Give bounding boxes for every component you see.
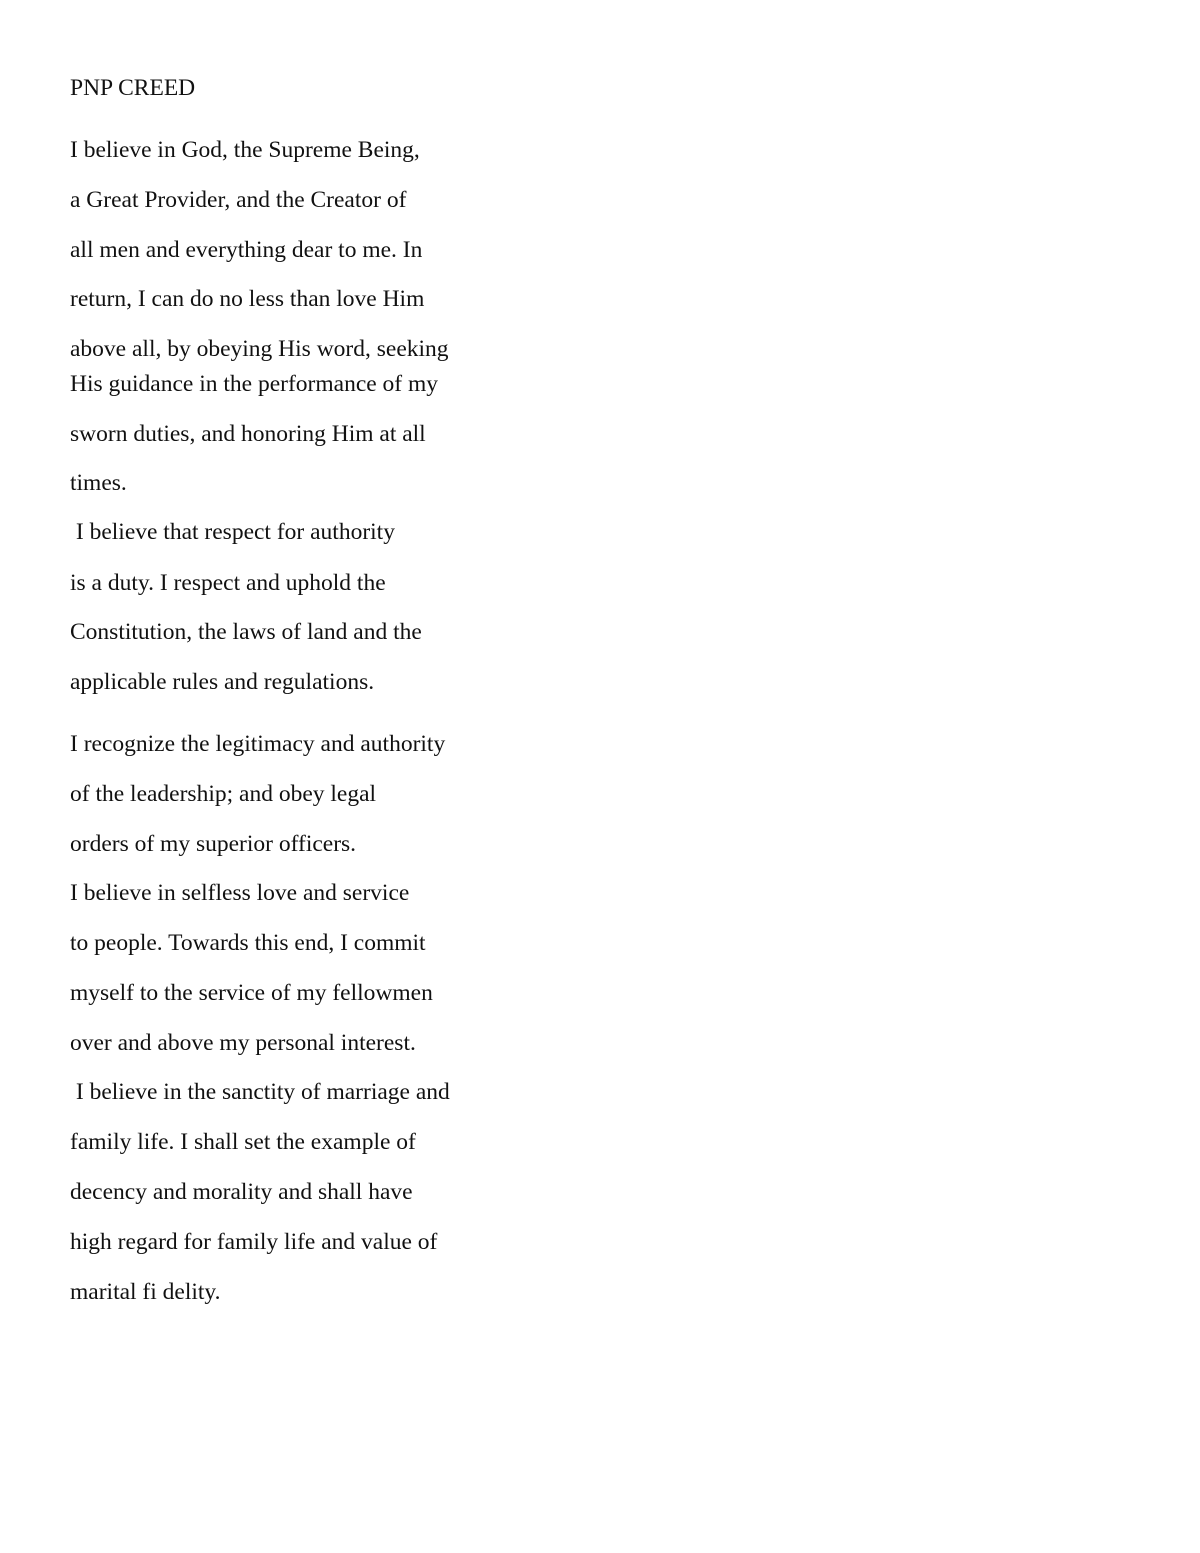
text-line: above all, by obeying His word, seeking bbox=[70, 336, 449, 362]
text-line: high regard for family life and value of bbox=[70, 1229, 438, 1255]
text-line: a Great Provider, and the Creator of bbox=[70, 187, 407, 213]
text-line: times. bbox=[70, 470, 127, 496]
text-line: I believe that respect for authority bbox=[70, 519, 395, 545]
document-title: PNP CREED bbox=[70, 75, 196, 101]
text-line: I believe in the sanctity of marriage and bbox=[70, 1079, 450, 1105]
text-line: is a duty. I respect and uphold the bbox=[70, 570, 386, 596]
text-line: of the leadership; and obey legal bbox=[70, 781, 377, 807]
text-line: to people. Towards this end, I commit bbox=[70, 930, 426, 956]
text-line: His guidance in the performance of my bbox=[70, 371, 439, 397]
text-line: marital fi delity. bbox=[70, 1279, 221, 1305]
text-line: orders of my superior officers. bbox=[70, 831, 357, 857]
text-line: myself to the service of my fellowmen bbox=[70, 980, 433, 1006]
text-line: over and above my personal interest. bbox=[70, 1030, 416, 1056]
text-line: family life. I shall set the example of bbox=[70, 1129, 416, 1155]
text-line: return, I can do no less than love Him bbox=[70, 286, 425, 312]
text-line: all men and everything dear to me. In bbox=[70, 237, 423, 263]
text-line: sworn duties, and honoring Him at all bbox=[70, 421, 426, 447]
text-line: I believe in selfless love and service bbox=[70, 880, 410, 906]
text-line: I recognize the legitimacy and authority bbox=[70, 731, 446, 757]
text-line: I believe in God, the Supreme Being, bbox=[70, 137, 420, 163]
text-line: applicable rules and regulations. bbox=[70, 669, 375, 695]
text-line: decency and morality and shall have bbox=[70, 1179, 413, 1205]
text-line: Constitution, the laws of land and the bbox=[70, 619, 422, 645]
